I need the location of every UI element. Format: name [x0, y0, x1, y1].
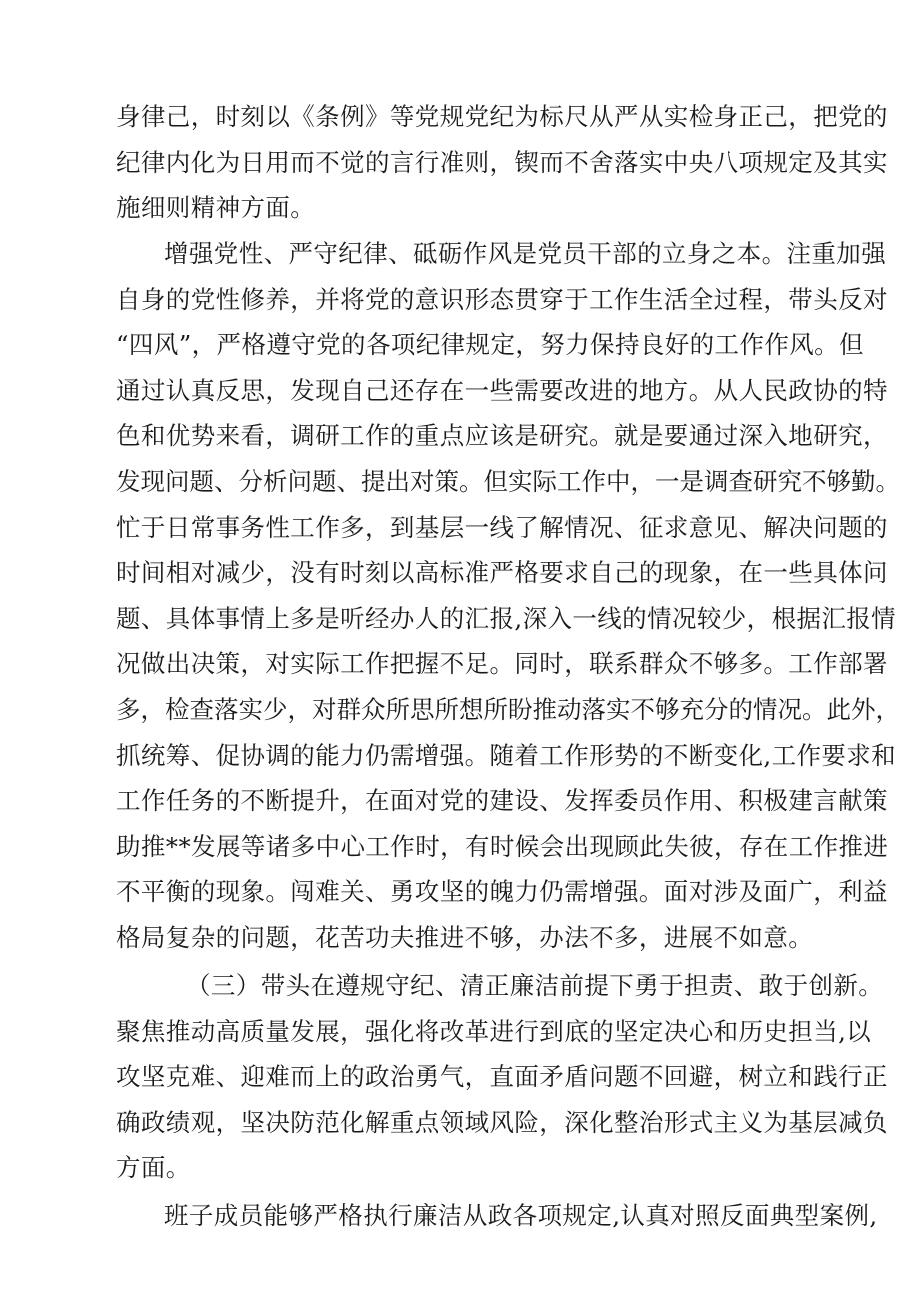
- text-line: 通过认真反思，发现自己还存在一些需要改进的地方。从人民政协的特: [116, 376, 888, 405]
- text-line: 助推**发展等诸多中心工作时，有时候会出现顾此失彼，存在工作推进: [116, 832, 889, 861]
- text-line: 题、具体事情上多是听经办人的汇报,深入一线的情况较少，根据汇报情: [116, 604, 897, 633]
- text-line: 不平衡的现象。闯难关、勇攻坚的魄力仍需增强。面对涉及面广，利益: [116, 877, 888, 906]
- text-line: 多，检查落实少，对群众所思所想所盼推动落实不够充分的情况。此外，: [116, 695, 900, 724]
- text-line: “四风”，严格遵守党的各项纪律规定，努力保持良好的工作作风。但: [116, 330, 864, 359]
- text-line: 攻坚克难、迎难而上的政治勇气，直面矛盾问题不回避，树立和践行正: [116, 1062, 888, 1091]
- text-line: 增强党性、严守纪律、砥砺作风是党员干部的立身之本。注重加强: [164, 239, 887, 268]
- text-line: 班子成员能够严格执行廉洁从政各项规定,认真对照反面典型案例,: [164, 1201, 878, 1230]
- text-line: 发现问题、分析问题、提出对策。但实际工作中，一是调查研究不够勤。: [116, 467, 900, 496]
- text-line: 格局复杂的问题，花苦功夫推进不够，办法不多，进展不如意。: [116, 923, 814, 952]
- text-line: 纪律内化为日用而不觉的言行准则，锲而不舍落实中央八项规定及其实: [116, 148, 888, 177]
- text-line: 身律己，时刻以《条例》等党规党纪为标尺从严从实检身正己，把党的: [116, 102, 888, 131]
- text-line: 抓统筹、促协调的能力仍需增强。随着工作形势的不断变化,工作要求和: [116, 741, 897, 770]
- text-line: 方面。: [116, 1153, 191, 1182]
- text-line: 聚焦推动高质量发展，强化将改革进行到底的坚定决心和历史担当,以: [116, 1017, 872, 1046]
- text-line: 忙于日常事务性工作多，到基层一线了解情况、征求意见、解决问题的: [116, 513, 888, 542]
- text-line: 自身的党性修养，并将党的意识形态贯穿于工作生活全过程，带头反对: [116, 285, 888, 314]
- text-line: 工作任务的不断提升，在面对党的建设、发挥委员作用、积极建言献策: [116, 786, 888, 815]
- text-line: 施细则精神方面。: [116, 193, 316, 222]
- text-line: 况做出决策，对实际工作把握不足。同时，联系群众不够多。工作部署: [116, 649, 888, 678]
- text-line: 色和优势来看，调研工作的重点应该是研究。就是要通过深入地研究，: [116, 421, 888, 450]
- text-line: 确政绩观，坚决防范化解重点领域风险，深化整治形式主义为基层减负: [116, 1108, 888, 1137]
- section-heading: （三）带头在遵规守纪、清正廉洁前提下勇于担责、敢于创新。: [186, 971, 884, 1000]
- text-line: 时间相对减少，没有时刻以高标准严格要求自己的现象，在一些具体问: [116, 558, 888, 587]
